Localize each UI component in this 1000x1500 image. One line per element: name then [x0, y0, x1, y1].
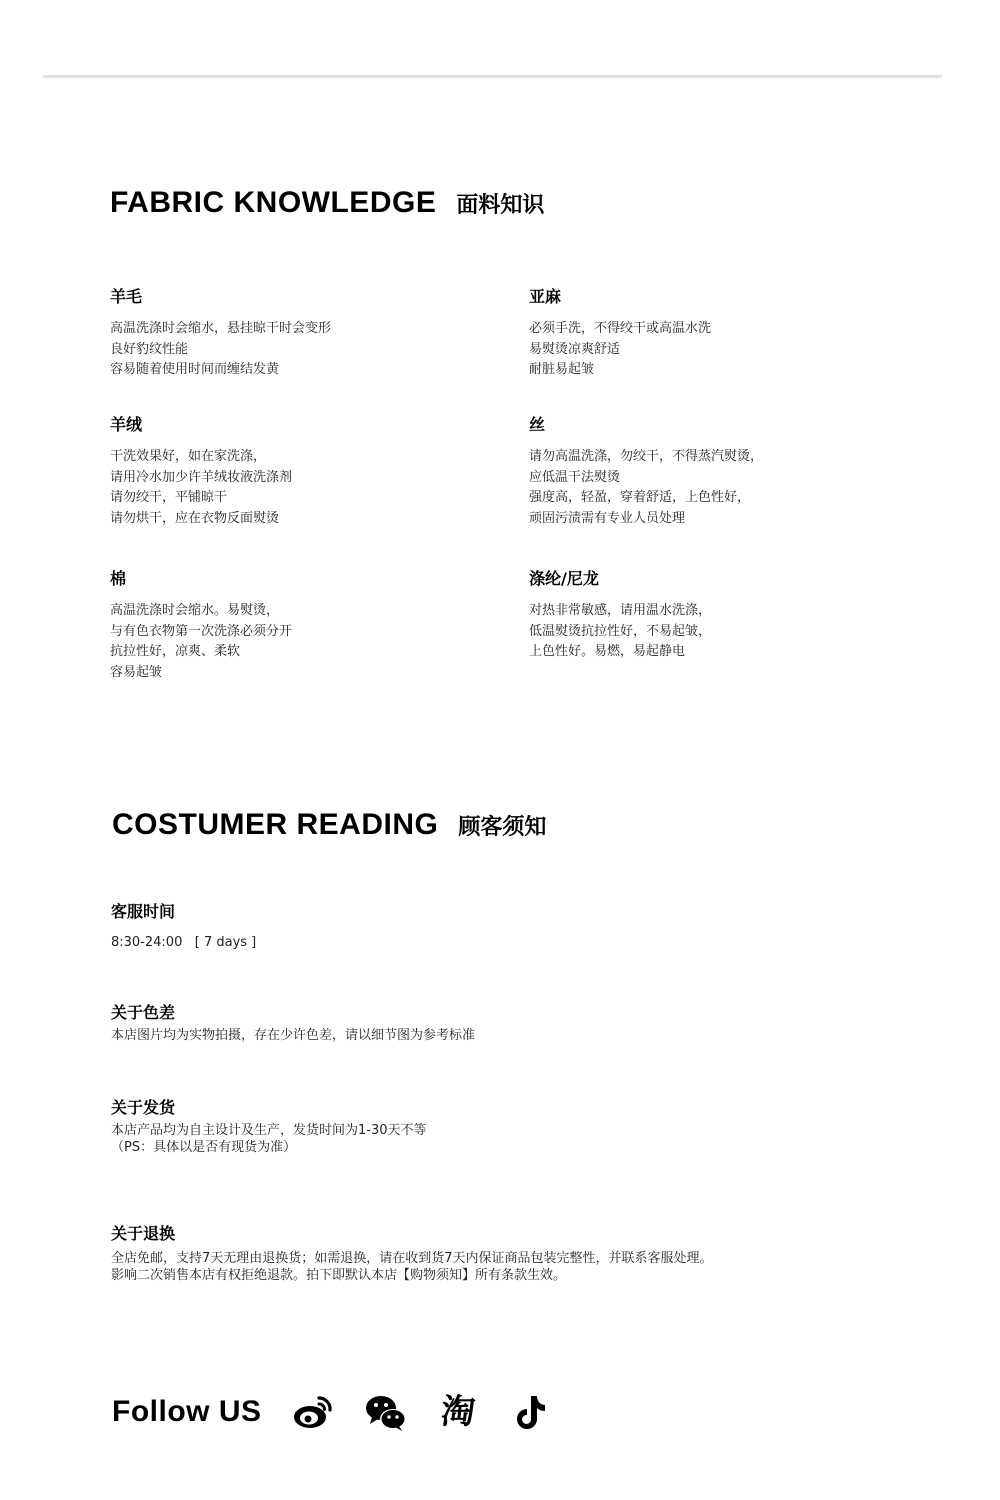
tiktok-icon[interactable]: [508, 1390, 552, 1434]
notice-line: 本店产品均为自主设计及生产，发货时间为1-30天不等: [111, 1123, 427, 1138]
follow-us-bar: [112, 1390, 580, 1434]
taobao-icon[interactable]: [436, 1390, 480, 1434]
notice-heading: 关于色差: [111, 1003, 176, 1022]
fabric-line: 低温熨烫抗拉性好，不易起皱，: [529, 623, 712, 639]
fabric-line: 应低温干法熨烫: [529, 469, 621, 485]
fabric-line: 抗拉性好，凉爽、柔软: [110, 644, 241, 659]
fabric-line: 上色性好。易燃，易起静电: [529, 644, 686, 659]
fabric-line: 强度高，轻盈，穿着舒适，上色性好，: [529, 490, 751, 505]
fabric-line: 高温洗涤时会缩水。易熨烫，: [110, 603, 280, 618]
customer-title-cn: 顾客须知: [458, 815, 547, 840]
notice-line: 全店免邮，支持7天无理由退换货；如需退换，请在收到货7天内保证商品包装完整性，并联系客服处理。: [111, 1251, 713, 1266]
notice-line: 本店图片均为实物拍摄，存在少许色差，请以细节图为参考标准: [111, 1028, 476, 1043]
wechat-icon[interactable]: [364, 1390, 408, 1434]
fabric-name: 棉: [110, 569, 127, 588]
notice-service-hours: [111, 899, 931, 951]
fabric-section-title: [110, 186, 544, 220]
fabric-title-en: FABRIC KNOWLEDGE: [110, 186, 437, 219]
fabric-line: 易熨烫凉爽舒适: [529, 341, 621, 357]
fabric-line: 对热非常敏感，请用温水洗涤，: [529, 603, 712, 618]
fabric-line: 耐脏易起皱: [529, 362, 595, 377]
notice-color-difference: [111, 1000, 931, 1044]
notice-heading: 客服时间: [111, 902, 176, 921]
fabric-title-cn: 面料知识: [456, 193, 545, 218]
fabric-item-cotton: [110, 566, 490, 683]
fabric-name: 丝: [529, 415, 546, 434]
fabric-item-silk: [529, 412, 909, 529]
fabric-line: 请勿烘干，应在衣物反面熨烫: [110, 510, 280, 526]
notice-line: 影响二次销售本店有权拒绝退款。拍下即默认本店【购物须知】所有条款生效。: [111, 1268, 567, 1283]
notice-line: 8:30-24:00 [ 7 days ]: [111, 935, 257, 950]
weibo-icon[interactable]: [292, 1390, 336, 1434]
fabric-item-linen: [529, 284, 909, 381]
fabric-line: 请勿高温洗涤，勿绞干，不得蒸汽熨烫，: [529, 449, 764, 464]
fabric-line: 必须手洗，不得绞干或高温水洗: [529, 321, 712, 336]
fabric-line: 与有色衣物第一次洗涤必须分开: [110, 623, 293, 639]
follow-label: Follow US: [112, 1395, 262, 1428]
fabric-name: 羊毛: [110, 287, 143, 306]
notice-heading: 关于退换: [111, 1224, 176, 1243]
notice-returns: [111, 1221, 931, 1284]
fabric-item-wool: [110, 284, 490, 381]
taobao-glyph: 淘: [438, 1392, 477, 1432]
notice-heading: 关于发货: [111, 1098, 176, 1117]
fabric-line: 良好豹纹性能: [110, 341, 189, 357]
fabric-item-polyester-nylon: [529, 566, 909, 663]
top-divider: [43, 75, 942, 78]
customer-title-en: COSTUMER READING: [112, 808, 439, 841]
fabric-line: 请用冷水加少许羊绒妆液洗涤剂: [110, 469, 293, 485]
fabric-line: 干洗效果好，如在家洗涤，: [110, 449, 267, 464]
fabric-name: 涤纶/尼龙: [529, 569, 599, 588]
fabric-name: 亚麻: [529, 287, 562, 306]
fabric-line: 高温洗涤时会缩水，悬挂晾干时会变形: [110, 321, 332, 336]
fabric-name: 羊绒: [110, 415, 143, 434]
fabric-item-cashmere: [110, 412, 490, 529]
customer-section-title: [112, 808, 546, 842]
notice-line: （PS：具体以是否有现货为准）: [111, 1140, 297, 1155]
notice-shipping: [111, 1095, 931, 1156]
fabric-line: 请勿绞干，平铺晾干: [110, 490, 228, 505]
fabric-line: 容易随着使用时间而缠结发黄: [110, 362, 280, 377]
fabric-line: 容易起皱: [110, 664, 163, 680]
fabric-line: 顽固污渍需有专业人员处理: [529, 510, 686, 526]
